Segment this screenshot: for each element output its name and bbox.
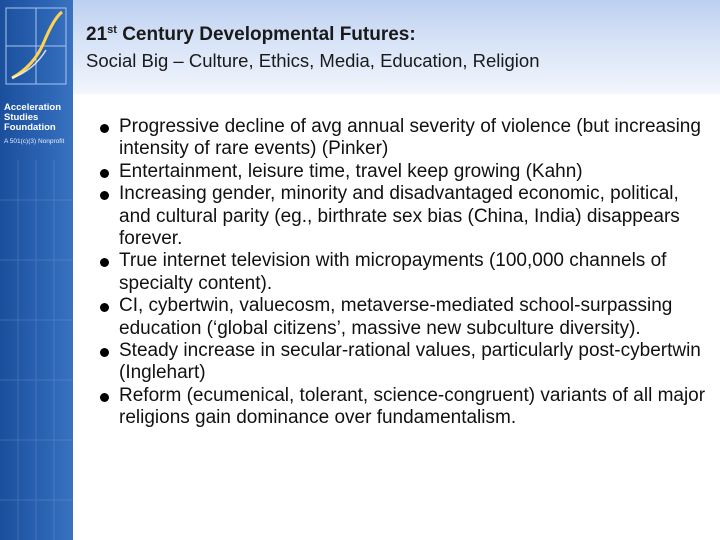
round-bullet-icon	[100, 191, 109, 200]
title-prefix: 21	[86, 24, 108, 45]
bullet-content	[100, 116, 712, 430]
list-item	[100, 385, 712, 430]
list-item	[100, 250, 712, 295]
bullet-text: True internet television with micropayments (100,000 channels of specialty content).	[119, 250, 667, 294]
round-bullet-icon	[100, 348, 109, 357]
list-item	[100, 295, 712, 340]
slide-title	[86, 24, 416, 46]
round-bullet-icon	[100, 169, 109, 178]
sidebar	[0, 0, 73, 540]
list-item	[100, 340, 712, 385]
title-superscript: st	[107, 24, 117, 36]
bullet-text: Entertainment, leisure time, travel keep growing (Kahn)	[119, 160, 583, 182]
bullet-text: Progressive decline of avg annual severity of violence (but increasing intensity of rare events) (Pinker)	[119, 116, 701, 160]
round-bullet-icon	[100, 303, 109, 312]
foundation-logo-icon	[4, 6, 68, 86]
round-bullet-icon	[100, 393, 109, 402]
list-item	[100, 116, 712, 161]
bullet-list	[100, 116, 712, 430]
slide-subtitle: Social Big – Culture, Ethics, Media, Education, Religion	[86, 50, 540, 71]
round-bullet-icon	[100, 258, 109, 267]
bullet-text: CI, cybertwin, valuecosm, metaverse-mediated school-surpassing education (‘global citizens’, massive new subculture diversity).	[119, 295, 673, 339]
bullet-text: Steady increase in secular-rational values, particularly post-cybertwin (Inglehart)	[119, 340, 701, 384]
header-band	[73, 0, 720, 94]
round-bullet-icon	[100, 124, 109, 133]
title-rest: Century Developmental Futures:	[116, 24, 416, 45]
org-tagline: A 501(c)(3) Nonprofit	[4, 138, 65, 145]
list-item	[100, 161, 712, 183]
org-name: Acceleration Studies Foundation	[4, 102, 62, 133]
bullet-text: Increasing gender, minority and disadvantaged economic, political, and cultural parity (eg., birthrate sex bias (China, India) disappears forever.	[119, 183, 680, 250]
bullet-text: Reform (ecumenical, tolerant, science-congruent) variants of all major religions gain dominance over fundamentalism.	[119, 384, 706, 429]
list-item	[100, 183, 712, 250]
